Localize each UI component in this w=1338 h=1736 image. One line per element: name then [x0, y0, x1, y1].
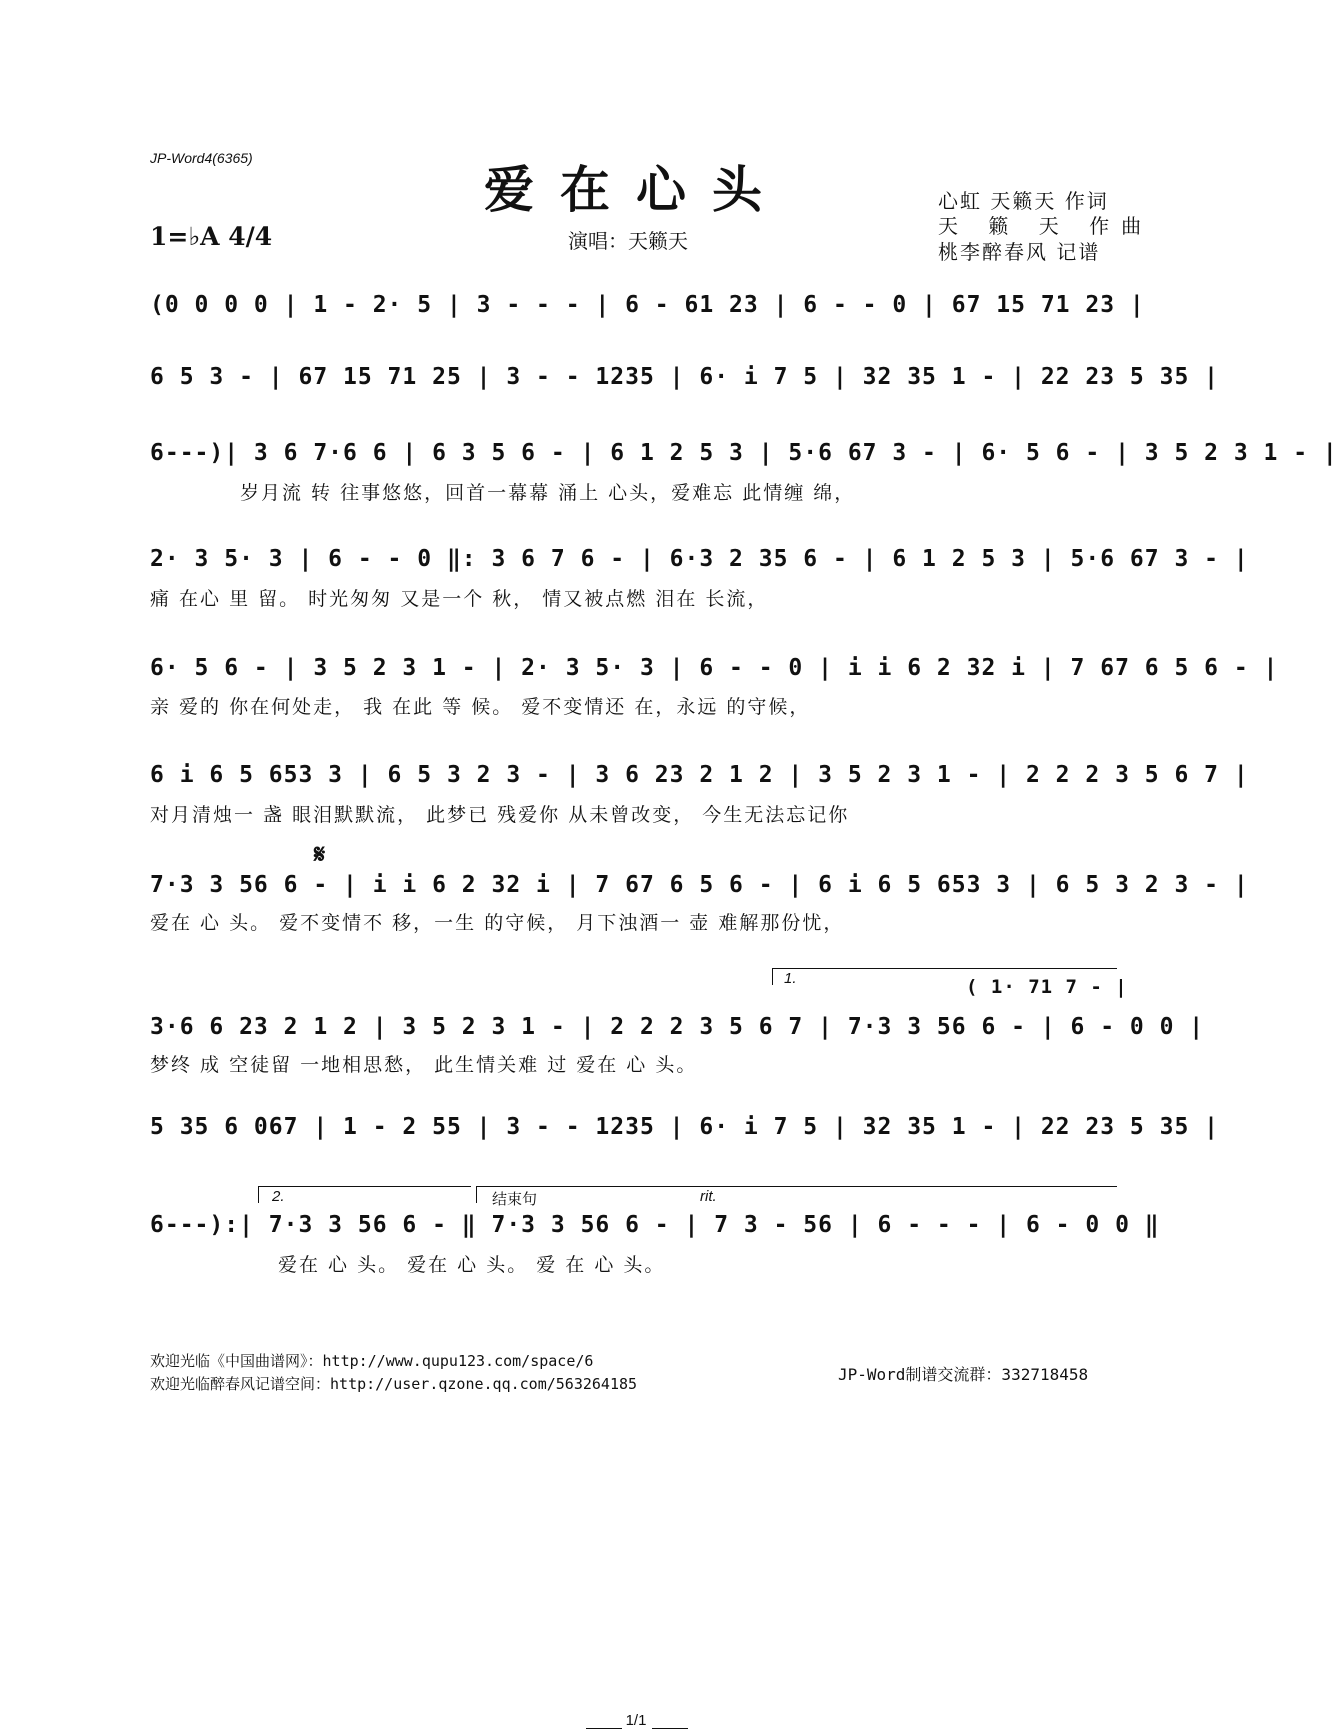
software-label: JP-Word4(6365) [150, 150, 253, 166]
page-number: 1/1 [625, 1712, 647, 1729]
composer-credit: 天 籁 天 作曲 [938, 214, 1154, 238]
lyrics-line-5: 亲 爱的 你在何处走， 我 在此 等 候。 爱不变情还 在，永远 的守候， [150, 696, 811, 718]
group-number: JP-Word制谱交流群：332718458 [838, 1365, 1089, 1384]
score-system-10: 6---):| 7·3 3 56 6 - ‖ 7·3 3 56 6 - | 7 3 - 56 | 6 - - - | 6 - 0 0 ‖ [150, 1212, 1160, 1238]
score-system-9: 5 35 6 067 | 1 - 2 55 | 3 - - 1235 | 6· i 7 5 | 32 35 1 - | 22 23 5 35 | [150, 1114, 1219, 1140]
ritardando-mark: rit. [700, 1188, 717, 1205]
lyrics-line-3: 岁月流 转 往事悠悠，回首一幕幕 涌上 心头，爱难忘 此情缠 绵， [240, 482, 856, 504]
lyricist-credit: 心虹 天籁天 作词 [938, 189, 1109, 213]
ending-label: 结束句 [492, 1190, 538, 1208]
pickup-measure: ( 1· 71 7 - | [966, 976, 1128, 998]
transcriber-credit: 桃李醉春风 记谱 [938, 240, 1101, 264]
score-system-8: 3·6 6 23 2 1 2 | 3 5 2 3 1 - | 2 2 2 3 5 6 7 | 7·3 3 56 6 - | 6 - 0 0 | [150, 1014, 1205, 1040]
lyrics-line-6: 对月清烛一 盏 眼泪默默流， 此梦已 残爱你 从未曾改变， 今生无法忘记你 [150, 804, 850, 826]
score-system-2: 6 5 3 - | 67 15 71 25 | 3 - - 1235 | 6· i 7 5 | 32 35 1 - | 22 23 5 35 | [150, 364, 1219, 390]
song-title: 爱在心头 [484, 160, 788, 219]
score-system-6: 6 i 6 5 653 3 | 6 5 3 2 3 - | 3 6 23 2 1 2 | 3 5 2 3 1 - | 2 2 2 3 5 6 7 | [150, 762, 1249, 788]
volta-2-label: 2. [272, 1188, 285, 1205]
ending-bracket [476, 1186, 1117, 1203]
lyrics-line-8: 梦终 成 空徒留 一地相思愁， 此生情关难 过 爱在 心 头。 [150, 1054, 698, 1076]
page-rule-right [652, 1728, 688, 1729]
score-system-4: 2· 3 5· 3 | 6 - - 0 ‖: 3 6 7 6 - | 6·3 2 35 6 - | 6 1 2 5 3 | 5·6 67 3 - | [150, 546, 1249, 572]
page-rule-left [586, 1728, 622, 1729]
segno-sign: 𝄋 [314, 840, 326, 870]
volta-1-label: 1. [784, 970, 797, 987]
score-system-3: 6---)| 3 6 7·6 6 | 6 3 5 6 - | 6 1 2 5 3 | 5·6 67 3 - | 6· 5 6 - | 3 5 2 3 1 - | [150, 440, 1338, 466]
lyrics-line-4: 痛 在心 里 留。 时光匆匆 又是一个 秋， 情又被点燃 泪在 长流， [150, 588, 769, 610]
key-signature: 1=♭A 4/4 [150, 222, 273, 251]
volta-2-bracket [258, 1186, 471, 1203]
singer-credit: 演唱：天籁天 [568, 229, 688, 253]
score-system-5: 6· 5 6 - | 3 5 2 3 1 - | 2· 3 5· 3 | 6 - - 0 | i i 6 2 32 i | 7 67 6 5 6 - | [150, 655, 1279, 681]
qzone-link[interactable]: 欢迎光临醉春风记谱空间：http://user.qzone.qq.com/563264185 [150, 1375, 638, 1393]
website-link[interactable]: 欢迎光临《中国曲谱网》：http://www.qupu123.com/space/6 [150, 1352, 594, 1370]
score-system-1: (0 0 0 0 | 1 - 2· 5 | 3 - - - | 6 - 61 23 | 6 - - 0 | 67 15 71 23 | [150, 292, 1145, 318]
score-system-7: 7·3 3 56 6 - | i i 6 2 32 i | 7 67 6 5 6 - | 6 i 6 5 653 3 | 6 5 3 2 3 - | [150, 872, 1249, 898]
lyrics-line-7: 爱在 心 头。 爱不变情不 移，一生 的守候， 月下浊酒一 壶 难解那份忧， [150, 912, 845, 934]
lyrics-line-10: 爱在 心 头。 爱在 心 头。 爱 在 心 头。 [278, 1254, 666, 1276]
